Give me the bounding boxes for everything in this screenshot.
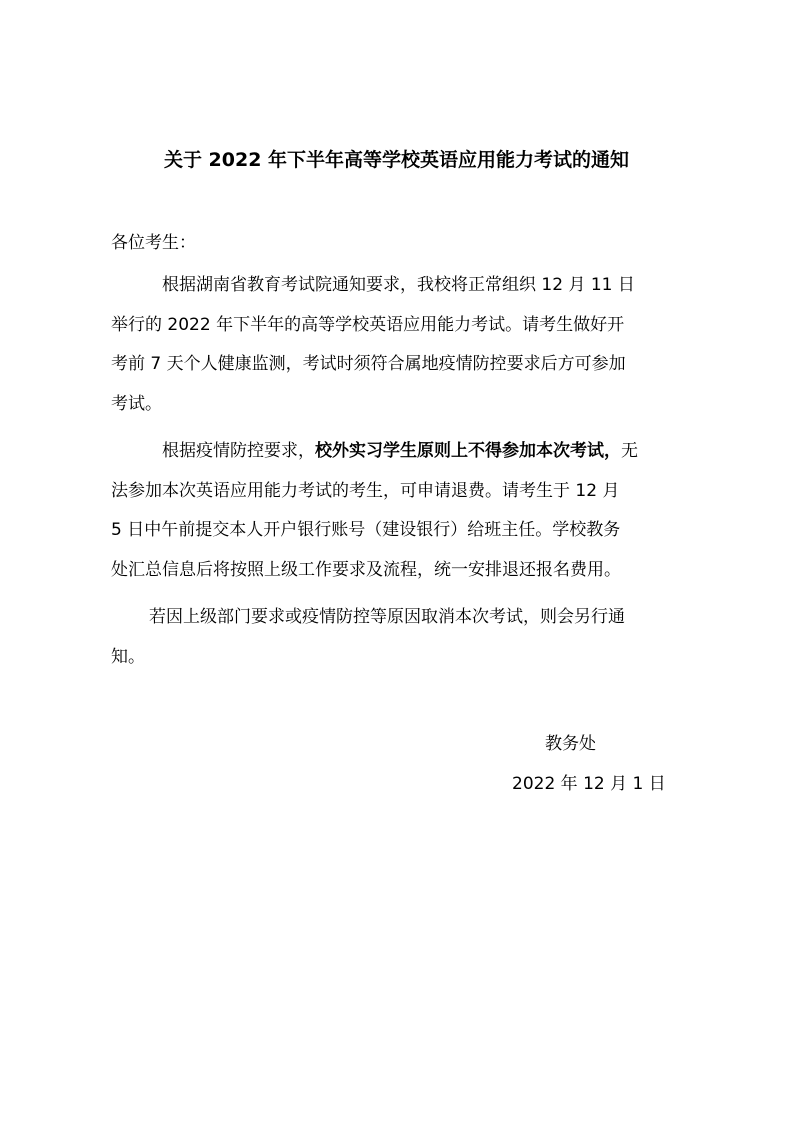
paragraph-line bbox=[111, 432, 683, 472]
paragraph-line: 知。 bbox=[111, 646, 145, 667]
paragraph-refund-notice bbox=[111, 432, 683, 590]
paragraph-text: 无 bbox=[621, 441, 638, 461]
document-title: 关于 2022 年下半年高等学校英语应用能力考试的通知 bbox=[163, 149, 630, 171]
document-date: 2022 年 12 月 1 日 bbox=[512, 774, 666, 794]
paragraph-line: 若因上级部门要求或疫情防控等原因取消本次考试，则会另行通 bbox=[149, 607, 625, 627]
paragraph-line: 举行的 2022 年下半年的高等学校英语应用能力考试。请考生做好开 bbox=[111, 314, 625, 335]
paragraph-text: 根据疫情防控要求， bbox=[162, 441, 315, 461]
salutation: 各位考生： bbox=[111, 233, 196, 253]
paragraph-line: 5 日中午前提交本人开户银行账号（建设银行）给班主任。学校教务 bbox=[111, 520, 621, 541]
bold-emphasis-text: 校外实习学生原则上不得参加本次考试， bbox=[315, 441, 621, 461]
paragraph-line: 法参加本次英语应用能力考试的考生，可申请退费。请考生于 12 月 bbox=[111, 480, 620, 501]
paragraph-line: 考前 7 天个人健康监测，考试时须符合属地疫情防控要求后方可参加 bbox=[111, 354, 626, 375]
paragraph-line: 根据湖南省教育考试院通知要求，我校将正常组织 12 月 11 日 bbox=[162, 275, 635, 295]
paragraph-line: 考试。 bbox=[111, 393, 162, 414]
paragraph-line: 处汇总信息后将按照上级工作要求及流程，统一安排退还报名费用。 bbox=[111, 559, 621, 580]
paragraph-exam-notice bbox=[111, 266, 683, 424]
signature-office: 教务处 bbox=[545, 734, 596, 754]
paragraph-cancellation-notice bbox=[111, 598, 683, 677]
